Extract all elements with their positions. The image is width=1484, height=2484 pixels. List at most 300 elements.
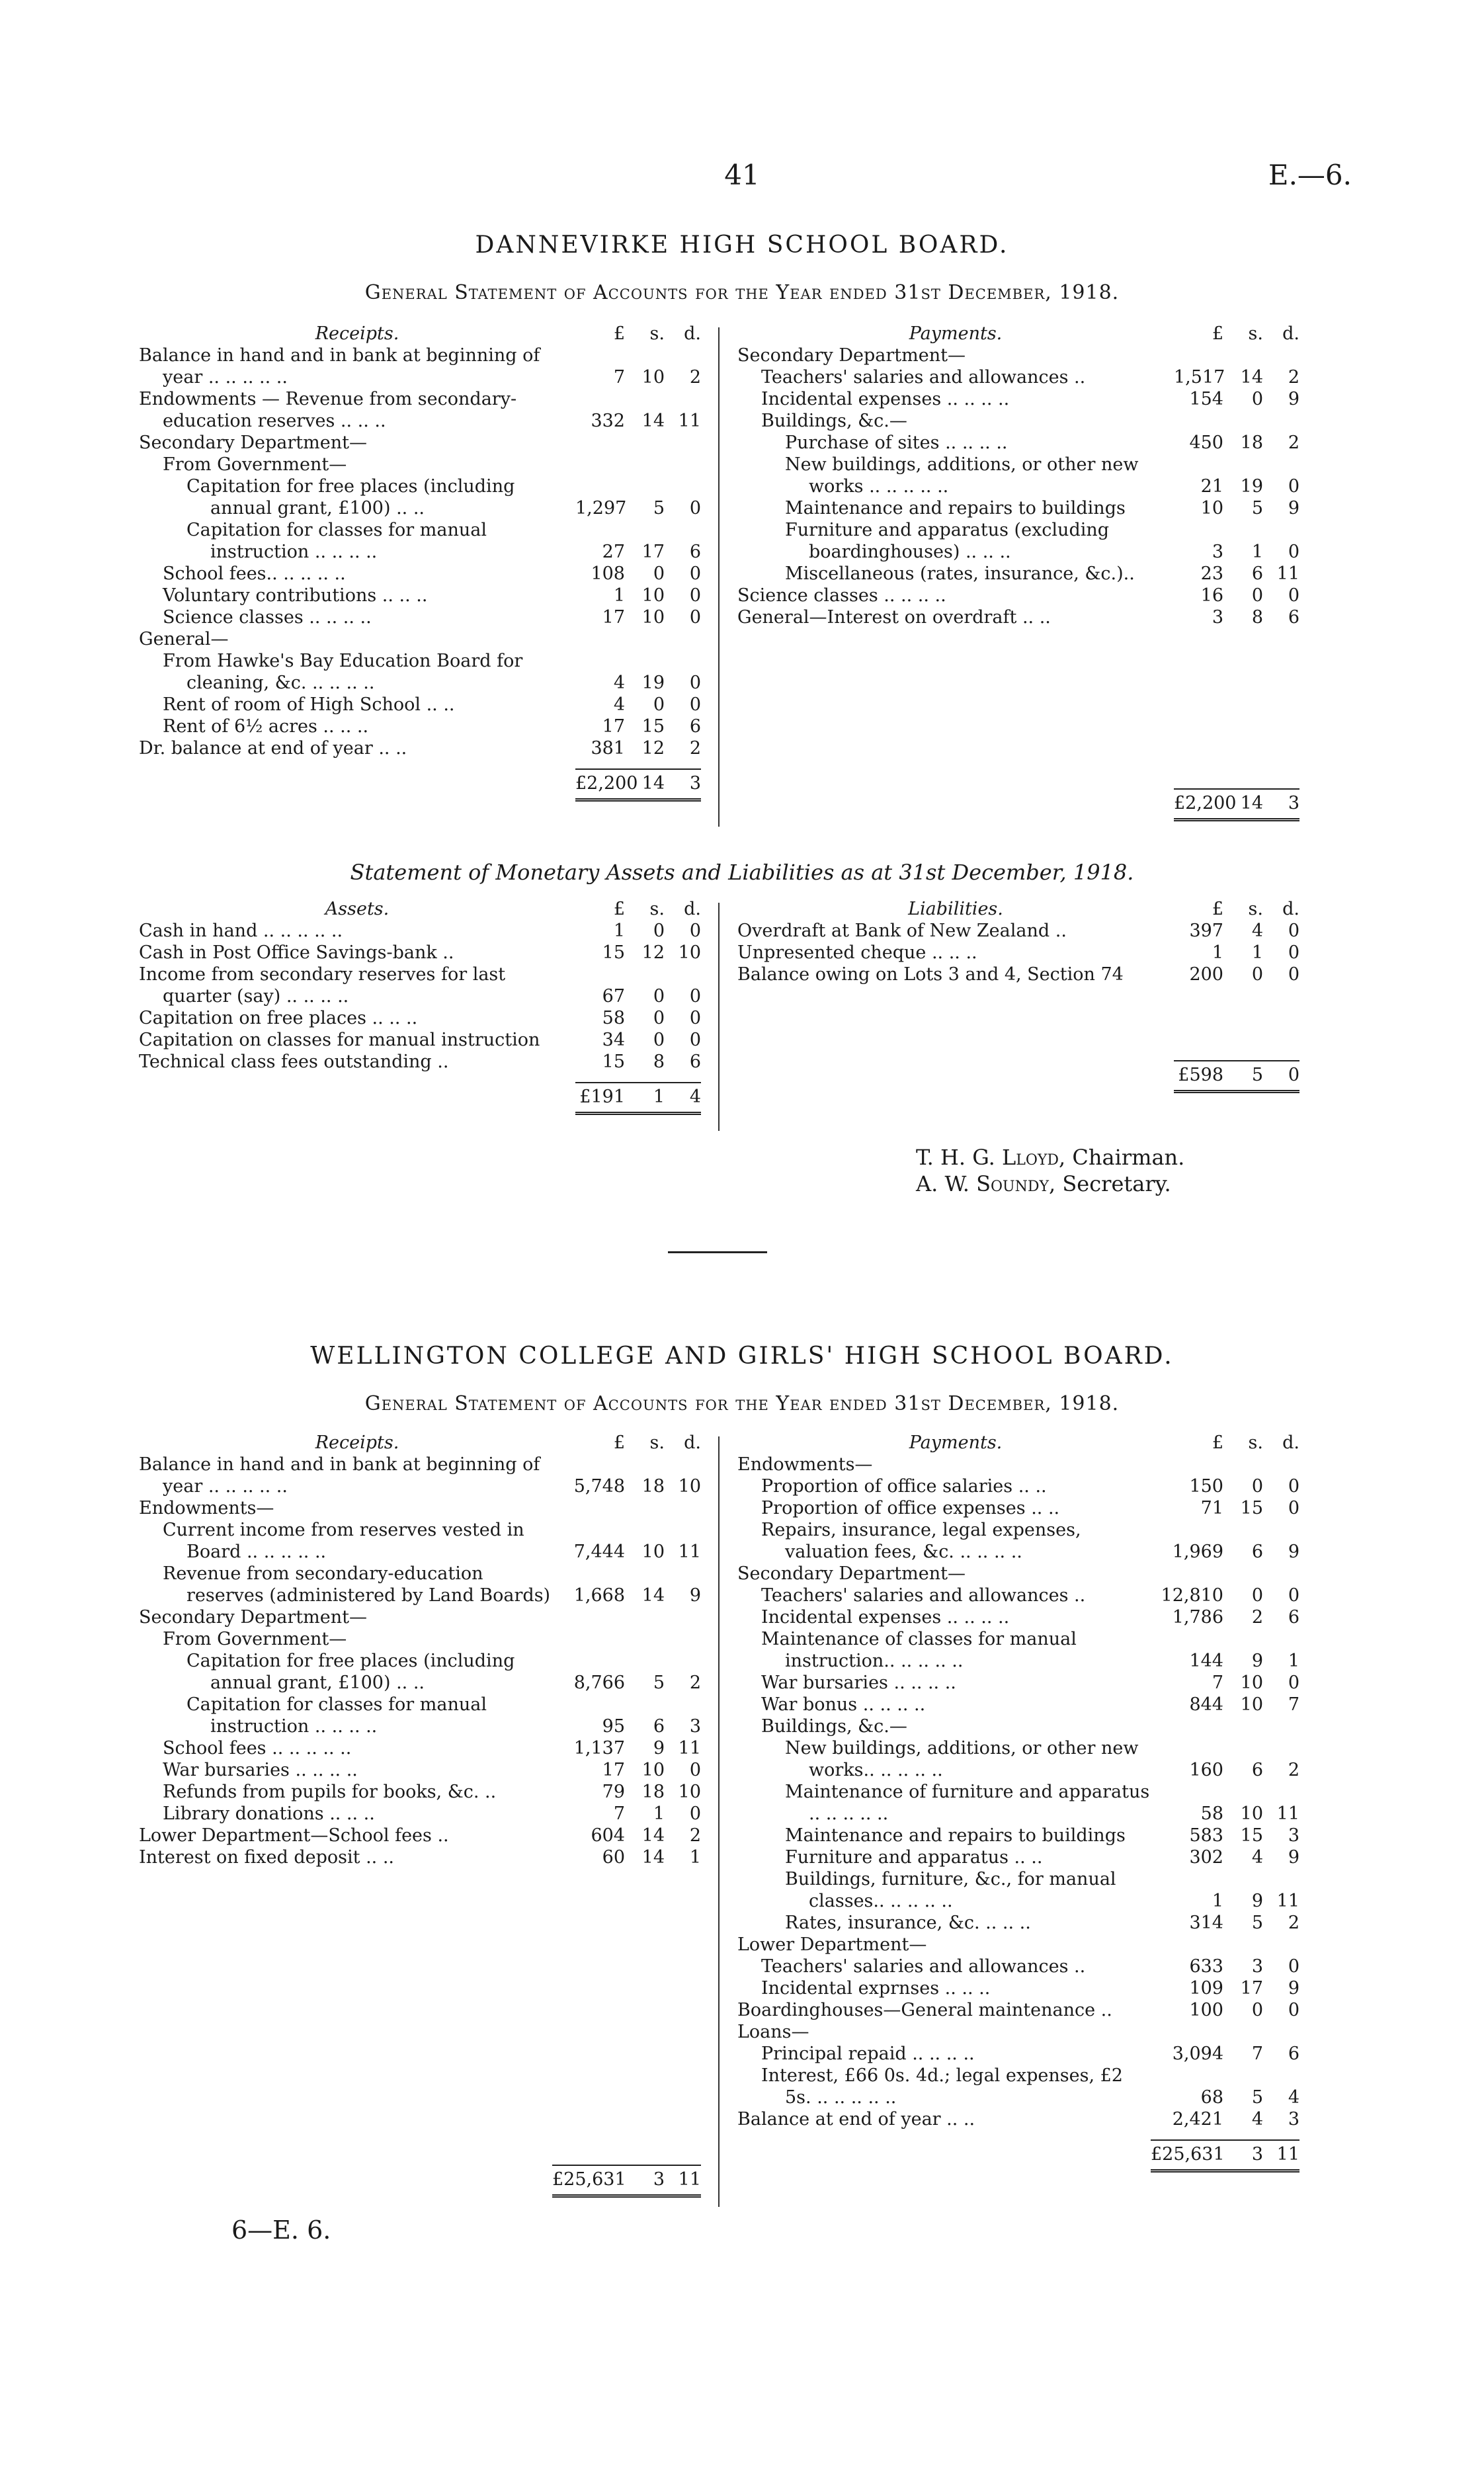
- ledger-row-label: Boardinghouses—General maintenance ..: [737, 2000, 1112, 2020]
- amount-pence: 0: [1288, 2000, 1299, 2020]
- amount-pounds: 1,786: [1172, 1607, 1223, 1628]
- ledger-row-label: Rates, insurance, &c. .. .. ..: [785, 1913, 1031, 1933]
- ledger-row-label: Proportion of office salaries .. ..: [761, 1476, 1047, 1497]
- ledger-row-label: Maintenance and repairs to buildings: [785, 498, 1126, 518]
- amount-shillings: 4: [1251, 1847, 1263, 1868]
- amount-pence: 0: [689, 498, 701, 518]
- amount-pounds: 633: [1189, 1956, 1223, 1977]
- amount-pence: 0: [689, 694, 701, 715]
- amount-pence: 2: [1288, 1913, 1299, 1933]
- amount-shillings: 18: [641, 1476, 665, 1497]
- pence-heading: d.: [684, 899, 701, 919]
- ledger-row: [139, 563, 701, 585]
- liabilities-table: [737, 898, 1299, 1093]
- total-pence: 3: [689, 773, 701, 794]
- amount-pounds: 79: [602, 1782, 625, 1802]
- amount-pence: 6: [689, 716, 701, 737]
- amount-shillings: 0: [1251, 389, 1263, 409]
- statement-title-text: General Statement of Accounts for the Year ended 31st December, 1918.: [364, 281, 1120, 304]
- amount-pounds: 108: [591, 563, 625, 584]
- amount-pounds: 3,094: [1172, 2044, 1223, 2064]
- ledger-row-label: Capitation on free places .. .. ..: [139, 1008, 418, 1028]
- ledger-row-label: Incidental expenses .. .. .. ..: [761, 1607, 1010, 1628]
- amount-shillings: 9: [1251, 1891, 1263, 1911]
- ledger-row: [737, 2043, 1299, 2065]
- page-number: 41: [724, 159, 760, 191]
- ledger-row-label: From Hawke's Bay Education Board for cleaning, &c. .. .. .. ..: [163, 651, 523, 693]
- amount-pence: 0: [689, 673, 701, 693]
- amount-shillings: 14: [641, 1825, 665, 1846]
- ledger-row: [737, 1672, 1299, 1694]
- amount-shillings: 18: [1240, 433, 1263, 453]
- ledger-row: [139, 1497, 701, 1519]
- amount-shillings: 5: [1251, 2087, 1263, 2108]
- amount-shillings: 17: [641, 542, 665, 562]
- amount-pounds: 1: [1212, 1891, 1223, 1911]
- column-divider: [718, 903, 720, 1131]
- total-pounds: £25,631: [552, 2169, 626, 2190]
- assets-total-row: [139, 1082, 701, 1115]
- ledger-row: [737, 1999, 1299, 2021]
- amount-pounds: 5,748: [573, 1476, 625, 1497]
- amount-pounds: 68: [1200, 2087, 1223, 2108]
- payments-total-row: [737, 788, 1299, 821]
- ledger-row: [139, 716, 701, 737]
- amount-shillings: 10: [641, 1542, 665, 1562]
- amount-pence: 0: [689, 986, 701, 1007]
- column-divider: [718, 1436, 720, 2207]
- wellington-payments-table: [737, 1432, 1299, 2173]
- amount-shillings: 15: [1240, 1825, 1263, 1846]
- amount-shillings: 10: [1240, 1694, 1263, 1715]
- amount-shillings: 10: [641, 1760, 665, 1780]
- amount-shillings: 12: [641, 738, 665, 759]
- amount-pence: 0: [1288, 476, 1299, 497]
- amount-shillings: 10: [1240, 1673, 1263, 1693]
- amount-pence: 6: [1288, 1607, 1299, 1628]
- amount-pounds: 60: [602, 1847, 625, 1868]
- ledger-row: [139, 1051, 701, 1073]
- ledger-row-label: Loans—: [737, 2022, 809, 2042]
- receipts-total: [552, 2165, 701, 2198]
- amount-pounds: 150: [1189, 1476, 1223, 1497]
- ledger-row: [737, 2108, 1299, 2130]
- ledger-row-label: Miscellaneous (rates, insurance, &c.)..: [785, 563, 1135, 584]
- amount-shillings: 1: [1251, 542, 1263, 562]
- amount-pence: 0: [1288, 1673, 1299, 1693]
- ledger-row: [139, 650, 701, 694]
- ledger-row: [737, 563, 1299, 585]
- ledger-row: [139, 1759, 701, 1781]
- ledger-row-label: Maintenance and repairs to buildings: [785, 1825, 1126, 1846]
- dannevirke-board-title: DANNEVIRKE HIGH SCHOOL BOARD.: [475, 231, 1009, 259]
- amount-pence: 0: [689, 921, 701, 941]
- amount-pence: 10: [678, 942, 701, 963]
- wellington-statement-title: [0, 1392, 1484, 1415]
- amount-shillings: 6: [1251, 1760, 1263, 1780]
- amount-pence: 2: [1288, 433, 1299, 453]
- amount-pounds: 58: [1200, 1803, 1223, 1824]
- ledger-row: [737, 2065, 1299, 2108]
- ledger-row-label: Furniture and apparatus (excluding boardinghouses) .. .. ..: [785, 520, 1110, 562]
- amount-pence: 2: [689, 1825, 701, 1846]
- payments-total: [1151, 2139, 1299, 2173]
- ledger-row: [737, 1454, 1299, 1475]
- receipts-total: [575, 768, 701, 802]
- amount-pence: 0: [1288, 585, 1299, 606]
- ledger-row-label: Dr. balance at end of year .. ..: [139, 738, 407, 759]
- amount-pence: 0: [1288, 1476, 1299, 1497]
- amount-pounds: 15: [602, 942, 625, 963]
- amount-pence: 6: [1288, 2044, 1299, 2064]
- ledger-row-label: School fees.. .. .. .. ..: [163, 563, 346, 584]
- receipts-column-header: [139, 323, 701, 345]
- ledger-row: [139, 345, 701, 388]
- ledger-row-label: Overdraft at Bank of New Zealand ..: [737, 921, 1067, 941]
- liabilities-column-header: [737, 898, 1299, 920]
- amount-pounds: 17: [602, 1760, 625, 1780]
- ledger-row: [139, 1846, 701, 1868]
- ledger-row-label: Science classes .. .. .. ..: [737, 585, 946, 606]
- amount-pounds: 1: [613, 921, 625, 941]
- ledger-row-label: Principal repaid .. .. .. ..: [761, 2044, 975, 2064]
- ledger-row: [737, 606, 1299, 628]
- amount-shillings: 3: [1251, 1956, 1263, 1977]
- amount-pounds: 604: [591, 1825, 625, 1846]
- ledger-row: [737, 410, 1299, 432]
- ledger-row-label: Interest on fixed deposit .. ..: [139, 1847, 395, 1868]
- payments-rows: [737, 345, 1299, 628]
- chairman-role: Chairman.: [1072, 1145, 1185, 1170]
- shillings-heading: s.: [1248, 1432, 1263, 1453]
- amount-shillings: 5: [653, 498, 665, 518]
- ledger-row: [737, 920, 1299, 942]
- amount-pence: 0: [1288, 1585, 1299, 1606]
- ledger-row: [139, 694, 701, 716]
- amount-shillings: 8: [653, 1052, 665, 1072]
- amount-pence: 9: [1288, 389, 1299, 409]
- ledger-row-label: Interest, £66 0s. 4d.; legal expenses, £2 5s. .. .. .. .. ..: [761, 2065, 1123, 2108]
- ledger-row-label: Secondary Department—: [139, 1607, 367, 1628]
- amount-pence: 0: [1288, 1956, 1299, 1977]
- amount-pounds: 27: [602, 542, 625, 562]
- amount-pence: 11: [678, 411, 701, 431]
- ledger-row-label: Furniture and apparatus .. ..: [785, 1847, 1043, 1868]
- ledger-row: [139, 1454, 701, 1497]
- amount-shillings: 4: [1251, 2109, 1263, 2130]
- ledger-row-label: Buildings, &c.—: [761, 1716, 907, 1737]
- ledger-row-label: School fees .. .. .. .. ..: [163, 1738, 352, 1759]
- payments-heading: Payments.: [909, 323, 1003, 344]
- ledger-row: [139, 585, 701, 606]
- amount-pence: 1: [1288, 1651, 1299, 1671]
- ledger-row: [737, 497, 1299, 519]
- amount-pounds: 302: [1189, 1847, 1223, 1868]
- ledger-row: [737, 942, 1299, 964]
- amount-shillings: 14: [1240, 367, 1263, 388]
- amount-pence: 0: [689, 1760, 701, 1780]
- amount-pounds: 450: [1189, 433, 1223, 453]
- pence-heading: d.: [1282, 899, 1299, 919]
- ledger-row-label: Balance in hand and in bank at beginning of year .. .. .. .. ..: [139, 345, 540, 388]
- amount-shillings: 2: [1251, 1607, 1263, 1628]
- amount-pounds: 381: [591, 738, 625, 759]
- amount-pounds: 1,137: [573, 1738, 625, 1759]
- amount-pounds: 100: [1189, 2000, 1223, 2020]
- amount-pounds: 160: [1189, 1760, 1223, 1780]
- ledger-row-label: Rent of 6½ acres .. .. ..: [163, 716, 369, 737]
- section-separator: [668, 1251, 767, 1253]
- pence-heading: d.: [1282, 323, 1299, 344]
- ledger-row: [139, 1606, 701, 1628]
- amount-pounds: 34: [602, 1030, 625, 1050]
- amount-pounds: 21: [1200, 476, 1223, 497]
- amount-shillings: 0: [653, 921, 665, 941]
- amount-shillings: 0: [1251, 585, 1263, 606]
- ledger-row-label: Buildings, &c.—: [761, 411, 907, 431]
- ledger-row: [737, 519, 1299, 563]
- ledger-row-label: Teachers' salaries and allowances ..: [761, 367, 1086, 388]
- ledger-row: [139, 1029, 701, 1051]
- amount-shillings: 1: [653, 1803, 665, 1824]
- amount-shillings: 6: [1251, 563, 1263, 584]
- amount-pounds: 71: [1200, 1498, 1223, 1518]
- ledger-row-label: Capitation for free places (including annual grant, £100) .. ..: [186, 1651, 515, 1693]
- receipts-rows: [139, 345, 701, 759]
- amount-shillings: 1: [1251, 942, 1263, 963]
- ledger-row: [139, 476, 701, 519]
- amount-pounds: 3: [1212, 607, 1223, 628]
- amount-shillings: 5: [1251, 498, 1263, 518]
- pounds-heading: £: [1212, 323, 1223, 344]
- ledger-row-label: Repairs, insurance, legal expenses, valuation fees, &c. .. .. .. ..: [761, 1520, 1081, 1562]
- ledger-row-label: Current income from reserves vested in Board .. .. .. .. ..: [163, 1520, 524, 1562]
- payments-total: [1174, 788, 1299, 821]
- wellington-board-title: WELLINGTON COLLEGE AND GIRLS' HIGH SCHOOL BOARD.: [310, 1343, 1174, 1370]
- ledger-row-label: Science classes .. .. .. ..: [163, 607, 372, 628]
- assets-heading: Assets.: [325, 899, 390, 919]
- ledger-row-label: Secondary Department—: [737, 1563, 966, 1584]
- column-divider: [718, 327, 720, 827]
- ledger-row: [139, 1803, 701, 1825]
- amount-pence: 2: [689, 1673, 701, 1693]
- amount-shillings: 4: [1251, 921, 1263, 941]
- ledger-row-label: Endowments — Revenue from secondary-education reserves .. .. ..: [139, 389, 517, 431]
- ledger-row-label: Balance in hand and in bank at beginning of year .. .. .. .. ..: [139, 1454, 540, 1497]
- ledger-row-label: Maintenance of furniture and apparatus .. .. .. .. ..: [785, 1782, 1150, 1824]
- ledger-row-label: Library donations .. .. ..: [163, 1803, 375, 1824]
- ledger-row-label: Revenue from secondary-education reserves (administered by Land Boards): [163, 1563, 551, 1606]
- ledger-row-label: Lower Department—School fees ..: [139, 1825, 449, 1846]
- amount-pence: 6: [689, 1052, 701, 1072]
- total-pence: 4: [689, 1087, 701, 1107]
- ledger-row: [737, 2021, 1299, 2043]
- amount-shillings: 10: [641, 367, 665, 388]
- amount-pence: 10: [678, 1782, 701, 1802]
- amount-pounds: 10: [1200, 498, 1223, 518]
- amount-pence: 0: [1288, 942, 1299, 963]
- amount-pounds: 2,421: [1172, 2109, 1223, 2130]
- pounds-heading: £: [1212, 899, 1223, 919]
- ledger-row: [737, 1716, 1299, 1737]
- amount-shillings: 7: [1251, 2044, 1263, 2064]
- ledger-row: [737, 1956, 1299, 1977]
- ledger-row: [139, 942, 701, 964]
- amount-pence: 0: [689, 1030, 701, 1050]
- amount-shillings: 0: [1251, 2000, 1263, 2020]
- amount-pence: 6: [1288, 607, 1299, 628]
- amount-pounds: 1,297: [575, 498, 627, 518]
- signature-block: [916, 1144, 1184, 1197]
- amount-pounds: 109: [1189, 1978, 1223, 1999]
- amount-pounds: 4: [613, 694, 625, 715]
- total-shillings: 3: [653, 2169, 665, 2190]
- secretary-role: Secretary.: [1062, 1171, 1171, 1196]
- chairman-name: T. H. G. Lloyd,: [916, 1145, 1066, 1170]
- ledger-row-label: From Government—: [163, 1629, 347, 1649]
- amount-pence: 0: [1288, 542, 1299, 562]
- ledger-row: [139, 1825, 701, 1846]
- ledger-row: [139, 519, 701, 563]
- ledger-row: [139, 1519, 701, 1563]
- ledger-row-label: Purchase of sites .. .. .. ..: [785, 433, 1008, 453]
- ledger-row-label: Endowments—: [139, 1498, 274, 1518]
- ledger-row: [737, 964, 1299, 985]
- ledger-row-label: War bonus .. .. .. ..: [761, 1694, 926, 1715]
- document-reference: E.—6.: [1268, 159, 1352, 191]
- ledger-row: [737, 1846, 1299, 1868]
- ledger-row-label: General—Interest on overdraft .. ..: [737, 607, 1051, 628]
- ledger-row: [737, 1977, 1299, 1999]
- amount-pounds: 200: [1189, 964, 1223, 985]
- ledger-row: [737, 1694, 1299, 1716]
- receipts-heading: Receipts.: [315, 323, 399, 344]
- ledger-row: [737, 1497, 1299, 1519]
- amount-pence: 11: [1276, 1803, 1299, 1824]
- amount-pence: 6: [689, 542, 701, 562]
- amount-pounds: 15: [602, 1052, 625, 1072]
- total-shillings: 3: [1251, 2144, 1263, 2165]
- printer-signature-mark: 6—E. 6.: [231, 2215, 331, 2245]
- ledger-row-label: New buildings, additions, or other new works.. .. .. .. ..: [785, 1738, 1139, 1780]
- ledger-row: [737, 388, 1299, 410]
- signature-secretary: [916, 1171, 1184, 1197]
- amount-pence: 11: [678, 1542, 701, 1562]
- amount-pounds: 67: [602, 986, 625, 1007]
- ledger-row-label: Income from secondary reserves for last quarter (say) .. .. .. ..: [139, 964, 506, 1007]
- amount-pounds: 583: [1189, 1825, 1223, 1846]
- amount-pounds: 3: [1212, 542, 1223, 562]
- ledger-row-label: Maintenance of classes for manual instruction.. .. .. .. ..: [761, 1629, 1077, 1671]
- amount-pence: 0: [1288, 921, 1299, 941]
- ledger-row-label: Secondary Department—: [737, 345, 966, 366]
- total-pounds: £2,200: [575, 773, 638, 794]
- amount-shillings: 0: [653, 563, 665, 584]
- amount-pounds: 12,810: [1161, 1585, 1223, 1606]
- ledger-row-label: Technical class fees outstanding ..: [139, 1052, 449, 1072]
- payments-total-row: [737, 2139, 1299, 2173]
- amount-pounds: 95: [602, 1716, 625, 1737]
- ledger-row-label: Incidental exprnses .. .. ..: [761, 1978, 991, 1999]
- amount-pounds: 4: [613, 673, 625, 693]
- ledger-row: [737, 585, 1299, 606]
- amount-pounds: 397: [1189, 921, 1223, 941]
- payments-heading: Payments.: [909, 1432, 1003, 1453]
- ledger-row: [737, 1934, 1299, 1956]
- ledger-row: [139, 964, 701, 1007]
- payments-column-header: [737, 1432, 1299, 1454]
- pence-heading: d.: [1282, 1432, 1299, 1453]
- ledger-row-label: From Government—: [163, 454, 347, 475]
- total-pounds: £25,631: [1151, 2144, 1225, 2165]
- amount-shillings: 12: [641, 942, 665, 963]
- amount-shillings: 5: [1251, 1913, 1263, 1933]
- amount-pence: 2: [1288, 1760, 1299, 1780]
- total-shillings: 5: [1251, 1065, 1263, 1085]
- shillings-heading: s.: [649, 323, 665, 344]
- total-shillings: 14: [1240, 793, 1263, 813]
- signature-chairman: [916, 1144, 1184, 1171]
- liabilities-total: [1174, 1060, 1299, 1093]
- assets-rows: [139, 920, 701, 1073]
- amount-pence: 0: [689, 607, 701, 628]
- amount-shillings: 6: [1251, 1542, 1263, 1562]
- ledger-row-label: Secondary Department—: [139, 433, 367, 453]
- liabilities-rows: [737, 920, 1299, 985]
- amount-shillings: 14: [641, 1585, 665, 1606]
- amount-pounds: 1: [1212, 942, 1223, 963]
- amount-shillings: 18: [641, 1782, 665, 1802]
- shillings-heading: s.: [649, 899, 665, 919]
- amount-pence: 3: [1288, 1825, 1299, 1846]
- amount-shillings: 19: [1240, 476, 1263, 497]
- amount-pounds: 7: [613, 367, 625, 388]
- ledger-row-label: Balance owing on Lots 3 and 4, Section 74: [737, 964, 1124, 985]
- ledger-row: [139, 1628, 701, 1650]
- secretary-name: A. W. Soundy,: [916, 1171, 1056, 1196]
- ledger-row: [139, 1563, 701, 1606]
- amount-pounds: 144: [1189, 1651, 1223, 1671]
- amount-pounds: 7,444: [573, 1542, 625, 1562]
- amount-pounds: 1,668: [573, 1585, 625, 1606]
- ledger-row: [737, 1912, 1299, 1934]
- ledger-row: [139, 1781, 701, 1803]
- shillings-heading: s.: [649, 1432, 665, 1453]
- ledger-row-label: Unpresented cheque .. .. ..: [737, 942, 977, 963]
- amount-shillings: 0: [1251, 1476, 1263, 1497]
- total-pence: 11: [1276, 2144, 1299, 2165]
- ledger-row-label: General—: [139, 629, 229, 649]
- amount-shillings: 9: [1251, 1651, 1263, 1671]
- amount-pounds: 8,766: [573, 1673, 625, 1693]
- total-pounds: £191: [579, 1087, 625, 1107]
- liabilities-heading: Liabilities.: [908, 899, 1003, 919]
- ledger-row-label: Cash in hand .. .. .. .. ..: [139, 921, 343, 941]
- amount-pence: 0: [689, 585, 701, 606]
- receipts-total-row: [139, 2165, 701, 2198]
- amount-shillings: 19: [641, 673, 665, 693]
- amount-shillings: 15: [1240, 1498, 1263, 1518]
- dannevirke-receipts-table: [139, 323, 701, 802]
- amount-shillings: 6: [653, 1716, 665, 1737]
- pence-heading: d.: [684, 1432, 701, 1453]
- ledger-row: [737, 1475, 1299, 1497]
- ledger-row-label: Proportion of office expenses .. ..: [761, 1498, 1060, 1518]
- ledger-row-label: War bursaries .. .. .. ..: [163, 1760, 358, 1780]
- amount-pence: 7: [1288, 1694, 1299, 1715]
- ledger-row: [737, 1628, 1299, 1672]
- assets-column-header: [139, 898, 701, 920]
